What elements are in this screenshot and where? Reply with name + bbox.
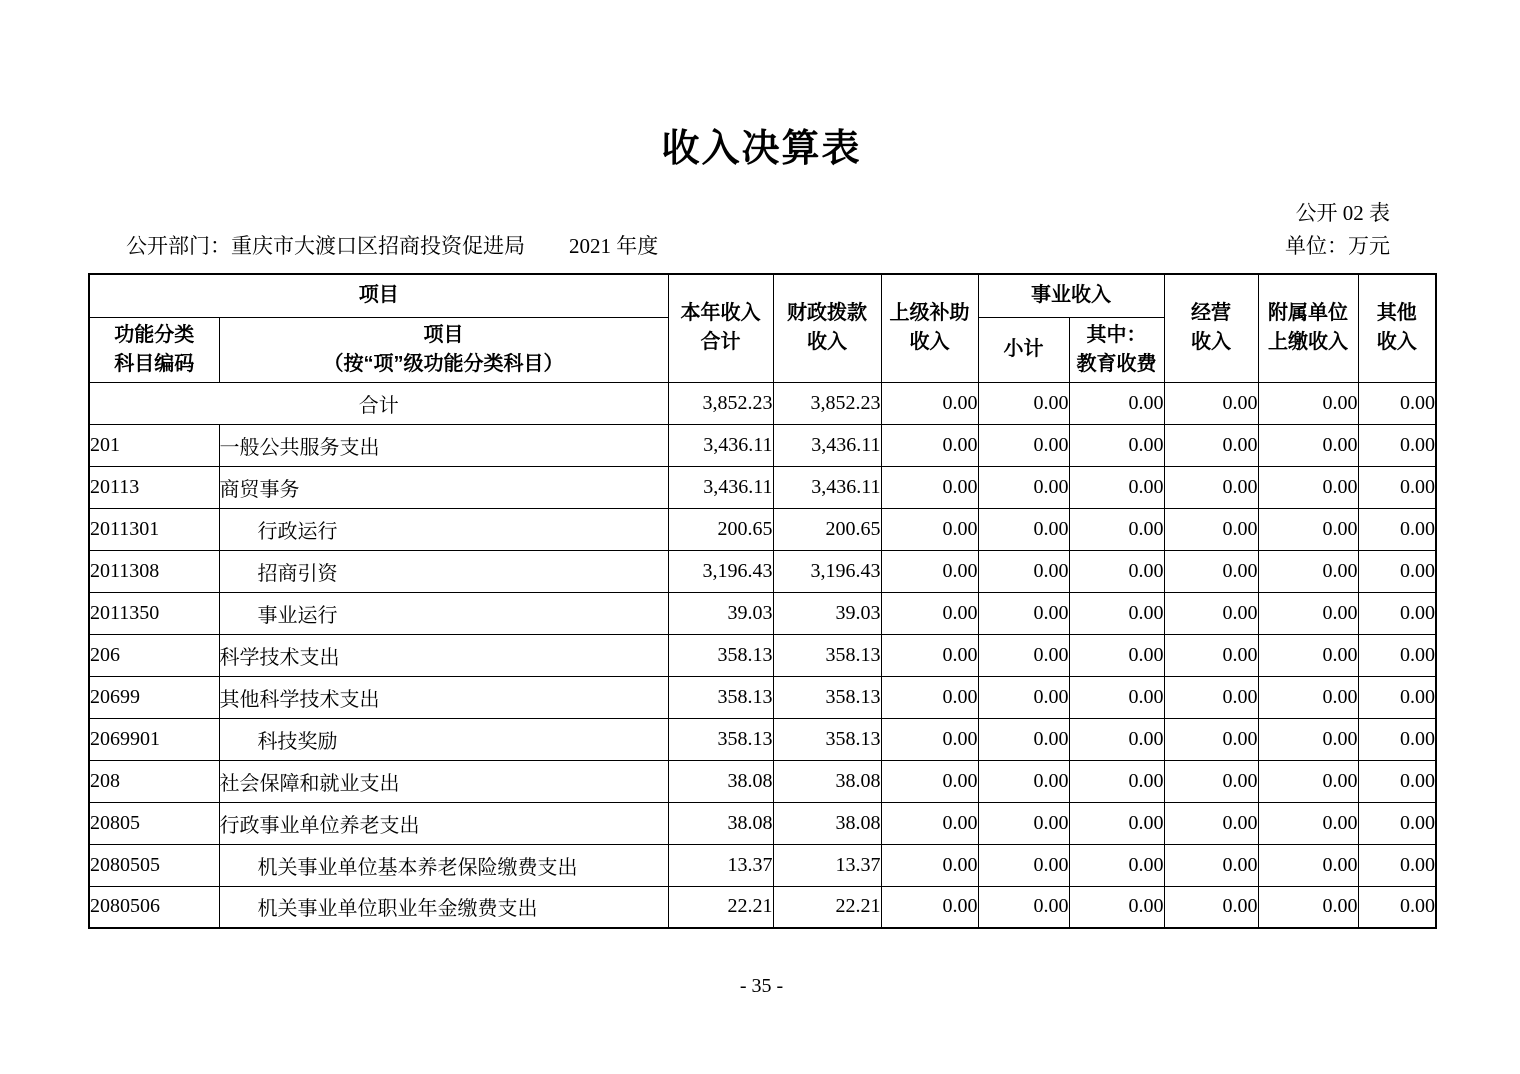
row-code-cell: 2080506	[89, 886, 219, 928]
row-value-cell: 358.13	[773, 676, 881, 718]
row-value-cell: 358.13	[668, 718, 773, 760]
row-value-cell: 0.00	[881, 424, 978, 466]
row-value-cell: 3,436.11	[668, 466, 773, 508]
row-name-cell: 商贸事务	[219, 466, 668, 508]
row-value-cell: 358.13	[668, 634, 773, 676]
row-value-cell: 0.00	[881, 886, 978, 928]
table-row	[89, 508, 1436, 550]
header-superior-subsidy-income: 上级补助 收入	[881, 274, 978, 382]
row-value-cell: 3,196.43	[773, 550, 881, 592]
row-code-cell: 2011350	[89, 592, 219, 634]
row-value-cell: 0.00	[1164, 550, 1258, 592]
row-value-cell: 0.00	[1258, 550, 1358, 592]
row-value-cell: 0.00	[1164, 886, 1258, 928]
header-affiliated-unit-income: 附属单位 上缴收入	[1258, 274, 1358, 382]
income-statement-table	[88, 273, 1437, 929]
row-value-cell: 0.00	[1358, 424, 1436, 466]
row-total-label-cell: 合计	[89, 382, 668, 424]
row-value-cell: 0.00	[1069, 508, 1164, 550]
row-name-cell: 科技奖励	[219, 718, 668, 760]
header-business-subtotal: 小计	[978, 317, 1069, 382]
row-value-cell: 0.00	[1258, 634, 1358, 676]
row-value-cell: 0.00	[1258, 844, 1358, 886]
row-value-cell: 0.00	[978, 634, 1069, 676]
row-value-cell: 0.00	[1069, 592, 1164, 634]
row-value-cell: 3,852.23	[773, 382, 881, 424]
row-value-cell: 0.00	[1358, 676, 1436, 718]
row-value-cell: 0.00	[881, 466, 978, 508]
row-value-cell: 0.00	[978, 802, 1069, 844]
row-value-cell: 0.00	[1164, 424, 1258, 466]
header-fiscal-allocation-income: 财政拨款 收入	[773, 274, 881, 382]
row-value-cell: 0.00	[1258, 592, 1358, 634]
table-row	[89, 844, 1436, 886]
row-value-cell: 0.00	[1164, 676, 1258, 718]
row-value-cell: 38.08	[668, 760, 773, 802]
row-value-cell: 200.65	[668, 508, 773, 550]
row-code-cell: 20805	[89, 802, 219, 844]
table-row	[89, 760, 1436, 802]
document-sheet	[88, 0, 1435, 998]
header-row-top	[89, 274, 1436, 317]
row-value-cell: 0.00	[1358, 550, 1436, 592]
row-value-cell: 0.00	[1358, 718, 1436, 760]
row-value-cell: 0.00	[1164, 634, 1258, 676]
fiscal-year-label: 2021 年度	[569, 234, 659, 258]
row-value-cell: 0.00	[881, 844, 978, 886]
row-value-cell: 0.00	[1258, 508, 1358, 550]
row-value-cell: 200.65	[773, 508, 881, 550]
table-header	[89, 274, 1436, 382]
row-value-cell: 0.00	[881, 634, 978, 676]
row-value-cell: 0.00	[881, 760, 978, 802]
row-value-cell: 0.00	[978, 592, 1069, 634]
row-value-cell: 0.00	[1069, 382, 1164, 424]
row-code-cell: 20699	[89, 676, 219, 718]
row-value-cell: 0.00	[1258, 760, 1358, 802]
table-row	[89, 676, 1436, 718]
table-row	[89, 634, 1436, 676]
row-value-cell: 0.00	[978, 508, 1069, 550]
header-project-name: 项目 （按“项”级功能分类科目）	[219, 317, 668, 382]
row-value-cell: 0.00	[1164, 466, 1258, 508]
header-education-fee: 其中： 教育收费	[1069, 317, 1164, 382]
row-value-cell: 38.08	[668, 802, 773, 844]
row-value-cell: 0.00	[1358, 844, 1436, 886]
row-value-cell: 0.00	[978, 382, 1069, 424]
department-label: 公开部门：重庆市大渡口区招商投资促进局	[126, 234, 525, 258]
row-value-cell: 38.08	[773, 760, 881, 802]
row-value-cell: 0.00	[1069, 676, 1164, 718]
row-name-cell: 行政事业单位养老支出	[219, 802, 668, 844]
row-value-cell: 38.08	[773, 802, 881, 844]
row-value-cell: 0.00	[1358, 592, 1436, 634]
row-value-cell: 0.00	[1258, 382, 1358, 424]
row-value-cell: 0.00	[978, 466, 1069, 508]
row-value-cell: 39.03	[773, 592, 881, 634]
row-value-cell: 0.00	[1164, 760, 1258, 802]
row-value-cell: 0.00	[1358, 382, 1436, 424]
row-code-cell: 20113	[89, 466, 219, 508]
row-name-cell: 机关事业单位基本养老保险缴费支出	[219, 844, 668, 886]
row-code-cell: 2011301	[89, 508, 219, 550]
row-value-cell: 39.03	[668, 592, 773, 634]
row-code-cell: 206	[89, 634, 219, 676]
row-value-cell: 0.00	[1069, 760, 1164, 802]
row-value-cell: 0.00	[1258, 676, 1358, 718]
page-number: - 35 -	[739, 975, 784, 997]
row-value-cell: 0.00	[1258, 466, 1358, 508]
form-number: 公开 02 表	[1295, 201, 1390, 225]
row-value-cell: 358.13	[773, 718, 881, 760]
row-value-cell: 3,196.43	[668, 550, 773, 592]
row-value-cell: 358.13	[773, 634, 881, 676]
meta-row	[88, 233, 1435, 260]
row-name-cell: 事业运行	[219, 592, 668, 634]
row-value-cell: 0.00	[1164, 508, 1258, 550]
table-row	[89, 718, 1436, 760]
row-name-cell: 社会保障和就业支出	[219, 760, 668, 802]
row-value-cell: 0.00	[1258, 802, 1358, 844]
table-row	[89, 382, 1436, 424]
row-value-cell: 0.00	[1258, 424, 1358, 466]
row-value-cell: 22.21	[773, 886, 881, 928]
row-code-cell: 208	[89, 760, 219, 802]
row-value-cell: 0.00	[1164, 382, 1258, 424]
table-row	[89, 550, 1436, 592]
row-value-cell: 0.00	[1258, 718, 1358, 760]
row-value-cell: 0.00	[1069, 802, 1164, 844]
header-total-income: 本年收入 合计	[668, 274, 773, 382]
row-name-cell: 招商引资	[219, 550, 668, 592]
row-name-cell: 其他科学技术支出	[219, 676, 668, 718]
row-value-cell: 0.00	[881, 382, 978, 424]
row-value-cell: 13.37	[773, 844, 881, 886]
row-value-cell: 0.00	[978, 718, 1069, 760]
row-value-cell: 0.00	[1258, 886, 1358, 928]
row-value-cell: 0.00	[1164, 592, 1258, 634]
header-operating-income: 经营 收入	[1164, 274, 1258, 382]
row-value-cell: 0.00	[978, 844, 1069, 886]
table-row	[89, 466, 1436, 508]
page-title: 收入决算表	[661, 128, 862, 170]
row-value-cell: 0.00	[1164, 802, 1258, 844]
header-other-income: 其他 收入	[1358, 274, 1436, 382]
header-project-group: 项目	[89, 274, 668, 317]
row-value-cell: 0.00	[978, 760, 1069, 802]
row-value-cell: 3,436.11	[773, 424, 881, 466]
row-value-cell: 0.00	[1358, 886, 1436, 928]
row-value-cell: 22.21	[668, 886, 773, 928]
row-value-cell: 0.00	[978, 676, 1069, 718]
table-row	[89, 592, 1436, 634]
row-value-cell: 0.00	[1164, 718, 1258, 760]
row-value-cell: 0.00	[1069, 886, 1164, 928]
row-name-cell: 行政运行	[219, 508, 668, 550]
row-value-cell: 0.00	[881, 508, 978, 550]
row-value-cell: 0.00	[1069, 466, 1164, 508]
row-value-cell: 0.00	[881, 676, 978, 718]
row-value-cell: 0.00	[978, 550, 1069, 592]
row-value-cell: 0.00	[1069, 424, 1164, 466]
row-value-cell: 358.13	[668, 676, 773, 718]
row-value-cell: 13.37	[668, 844, 773, 886]
unit-label: 单位：万元	[1285, 234, 1390, 258]
row-name-cell: 一般公共服务支出	[219, 424, 668, 466]
row-code-cell: 2080505	[89, 844, 219, 886]
department-line	[126, 233, 658, 260]
row-value-cell: 0.00	[881, 718, 978, 760]
header-business-income-group: 事业收入	[978, 274, 1164, 317]
row-value-cell: 0.00	[1358, 508, 1436, 550]
row-value-cell: 0.00	[1358, 634, 1436, 676]
row-code-cell: 201	[89, 424, 219, 466]
row-value-cell: 0.00	[1358, 760, 1436, 802]
row-value-cell: 0.00	[1358, 466, 1436, 508]
row-value-cell: 0.00	[1069, 718, 1164, 760]
row-name-cell: 机关事业单位职业年金缴费支出	[219, 886, 668, 928]
table-row	[89, 424, 1436, 466]
row-value-cell: 0.00	[881, 592, 978, 634]
row-value-cell: 0.00	[978, 424, 1069, 466]
table-body	[89, 382, 1436, 928]
row-name-cell: 科学技术支出	[219, 634, 668, 676]
row-value-cell: 0.00	[978, 886, 1069, 928]
row-value-cell: 0.00	[881, 802, 978, 844]
row-value-cell: 0.00	[881, 550, 978, 592]
row-value-cell: 0.00	[1164, 844, 1258, 886]
row-value-cell: 0.00	[1069, 844, 1164, 886]
row-value-cell: 3,436.11	[773, 466, 881, 508]
row-value-cell: 0.00	[1069, 550, 1164, 592]
table-row	[89, 886, 1436, 928]
row-value-cell: 0.00	[1069, 634, 1164, 676]
row-value-cell: 3,436.11	[668, 424, 773, 466]
row-value-cell: 3,852.23	[668, 382, 773, 424]
table-row	[89, 802, 1436, 844]
row-code-cell: 2011308	[89, 550, 219, 592]
row-code-cell: 2069901	[89, 718, 219, 760]
row-value-cell: 0.00	[1358, 802, 1436, 844]
header-function-code: 功能分类 科目编码	[89, 317, 219, 382]
